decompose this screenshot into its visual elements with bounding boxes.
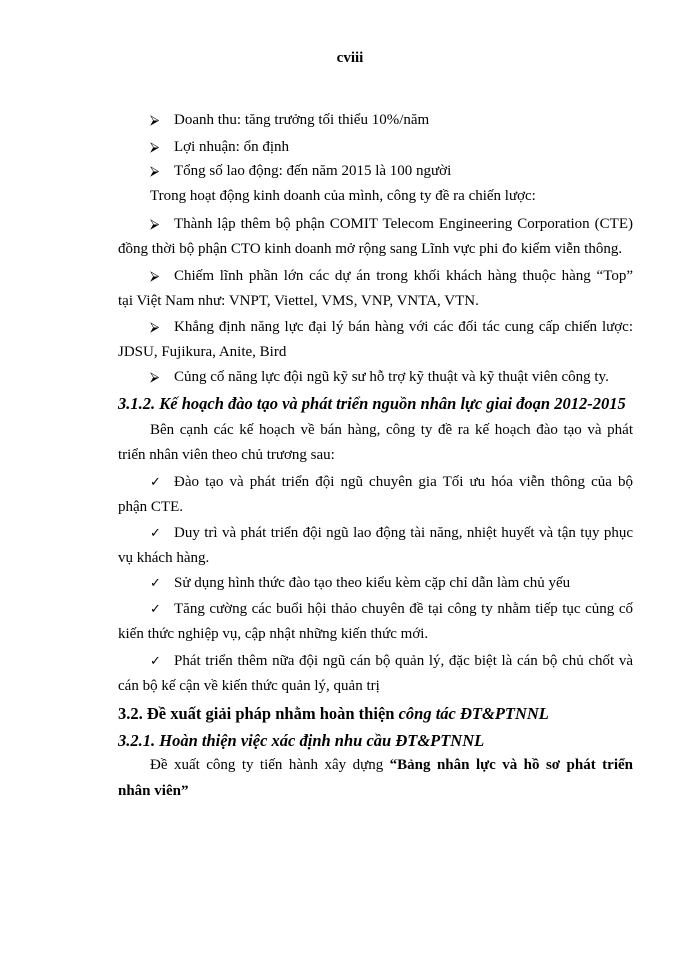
- list-item-continuation: tại Việt Nam như: VNPT, Viettel, VMS, VNP, VNTA, VTN.: [118, 293, 479, 309]
- paragraph-line: triển nhân viên theo chủ trương sau:: [118, 447, 335, 463]
- arrow-bullet-icon: ⮚: [150, 112, 160, 127]
- item-text: Phát triển thêm nữa đội ngũ cán bộ quản lý, đặc biệt là cán bộ chủ chốt và: [174, 653, 633, 669]
- paragraph: [150, 757, 633, 774]
- subsection-heading: 3.2.1. Hoàn thiện việc xác định nhu cầu ĐT&PTNNL: [118, 731, 485, 750]
- page-number: cviii: [336, 50, 364, 66]
- list-item: [150, 653, 633, 670]
- list-item: [150, 163, 610, 180]
- list-item: [150, 369, 633, 386]
- list-item: [150, 474, 633, 491]
- item-text: Duy trì và phát triển đội ngũ lao động tài năng, nhiệt huyết và tận tụy phục: [174, 525, 633, 541]
- arrow-bullet-icon: ⮚: [150, 139, 160, 154]
- strategy-text: Chiếm lĩnh phần lớn các dự án trong khối khách hàng thuộc hàng “Top”: [174, 268, 633, 284]
- item-text: Tăng cường các buổi hội thảo chuyên đề tại công ty nhằm tiếp tục củng cố: [174, 601, 633, 617]
- target-text: Lợi nhuận: ổn định: [174, 139, 290, 155]
- section-heading: 3.1.2. Kế hoạch đào tạo và phát triển nguồn nhân lực giai đoạn 2012-2015: [118, 394, 626, 413]
- target-text: Tổng số lao động: đến năm 2015 là 100 người: [174, 163, 452, 179]
- list-item: [150, 319, 633, 336]
- list-item: [150, 525, 633, 542]
- strategy-text: Khẳng định năng lực đại lý bán hàng với các đối tác cung cấp chiến lược:: [174, 319, 633, 335]
- check-bullet-icon: ✓: [150, 653, 161, 668]
- section-heading: [118, 704, 638, 724]
- list-item: [150, 112, 610, 129]
- item-text: Đào tạo và phát triển đội ngũ chuyên gia Tối ưu hóa viễn thông của bộ: [174, 474, 633, 490]
- list-item-continuation: đồng thời bộ phận CTO kinh doanh mở rộng sang Lĩnh vực phi đo kiểm viễn thông.: [118, 241, 623, 257]
- paragraph-text: Đề xuất công ty tiến hành xây dựng: [150, 757, 390, 773]
- list-item-continuation: cán bộ kế cận về kiến thức quản lý, quản trị: [118, 678, 380, 694]
- list-item-continuation: vụ khách hàng.: [118, 550, 210, 566]
- heading-text: 3.2. Đề xuất giải pháp nhằm hoàn thiện: [118, 704, 399, 723]
- check-bullet-icon: ✓: [150, 601, 161, 616]
- arrow-bullet-icon: ⮚: [150, 268, 160, 283]
- paragraph: Trong hoạt động kinh doanh của mình, công ty đề ra chiến lược:: [150, 188, 536, 204]
- paragraph-emphasis: “Bảng nhân lực và hồ sơ phát triển: [389, 757, 633, 773]
- arrow-bullet-icon: ⮚: [150, 216, 160, 231]
- list-item: [150, 268, 633, 285]
- paragraph-line: Bên cạnh các kế hoạch về bán hàng, công ty đề ra kế hoạch đào tạo và phát: [150, 422, 633, 438]
- arrow-bullet-icon: ⮚: [150, 319, 160, 334]
- check-bullet-icon: ✓: [150, 525, 161, 540]
- paragraph-emphasis: nhân viên”: [118, 783, 189, 799]
- strategy-text: Thành lập thêm bộ phận COMIT Telecom Engineering Corporation (CTE): [174, 216, 633, 232]
- list-item: [150, 575, 633, 592]
- heading-emphasis: công tác ĐT&PTNNL: [398, 704, 549, 723]
- list-item-continuation: phận CTE.: [118, 499, 183, 515]
- check-bullet-icon: ✓: [150, 474, 161, 489]
- arrow-bullet-icon: ⮚: [150, 369, 160, 384]
- list-item: [150, 601, 633, 618]
- target-text: Doanh thu: tăng trưởng tối thiểu 10%/năm: [174, 112, 430, 128]
- strategy-text: Củng cố năng lực đội ngũ kỹ sư hỗ trợ kỹ thuật và kỹ thuật viên công ty.: [174, 369, 609, 385]
- list-item: [150, 216, 633, 233]
- item-text: Sử dụng hình thức đào tạo theo kiểu kèm cặp chỉ dẫn làm chủ yếu: [174, 575, 571, 591]
- paragraph: [150, 422, 633, 439]
- list-item-continuation: JDSU, Fujikura, Anite, Bird: [118, 344, 287, 360]
- list-item-continuation: kiến thức nghiệp vụ, cập nhật những kiến thức mới.: [118, 626, 429, 642]
- list-item: [150, 139, 610, 156]
- check-bullet-icon: ✓: [150, 575, 161, 590]
- arrow-bullet-icon: ⮚: [150, 163, 160, 178]
